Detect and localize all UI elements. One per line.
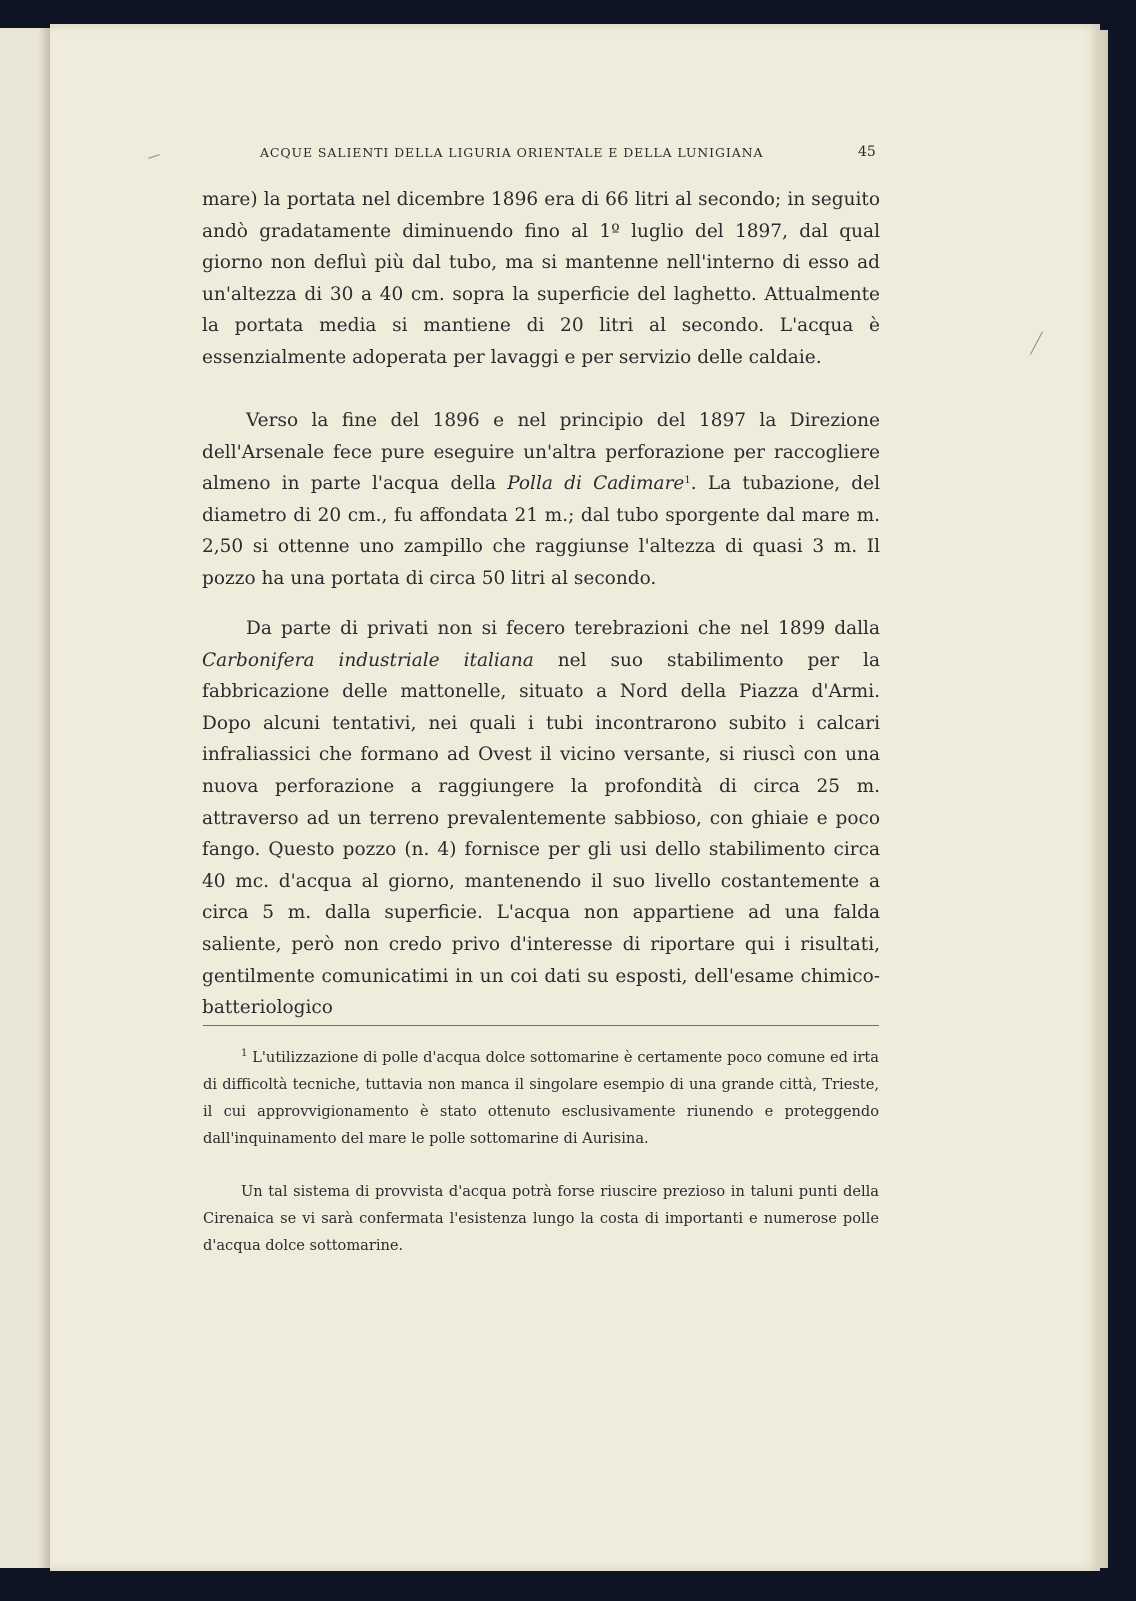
paragraph-3-italic-carbonifera: Carbonifera industriale italiana	[202, 649, 534, 671]
paragraph-3-text	[202, 613, 880, 1024]
footnote-1	[203, 1044, 879, 1152]
paragraph-2-part-b: . La tubazione, del diametro di 20 cm., fu affondata 21 m.; dal tubo sporgente dal mare m. 2,50 si ottenne uno zampillo che raggiunse l'altezza di quasi 3 m. Il pozzo ha una portata di circa 50 litri al secondo.	[202, 473, 880, 589]
paragraph-3-part-a: Da parte di privati non si fecero terebrazioni che nel 1899 dalla	[246, 618, 880, 639]
paragraph-3-part-b: nel suo stabilimento per la fabbricazione delle mattonelle, situato a Nord della Piazza d'Armi. Dopo alcuni tentativi, nei quali i tubi incontrarono subito i calcari infraliassici che formano ad Ovest il vicino versante, si riuscì con una nuova perforazione a raggiungere la profondità di circa 25 m. attraverso ad un terreno prevalentemente sabbioso, con ghiaie e poco fango. Questo pozzo (n. 4) fornisce per gli usi dello stabilimento circa 40 mc. d'acqua al giorno, mantenendo il suo livello costantemente a circa 5 m. dalla superficie. L'acqua non appartiene ad una falda saliente, però non credo privo d'interesse di riportare qui i risultati, gentilmente comunicatimi in un coi dati su esposti, dell'esame chimico-batteriologico	[202, 649, 880, 1019]
gutter-shadow	[38, 28, 50, 1568]
paragraph-2-italic-polla: Polla di Cadimare	[507, 473, 685, 495]
paragraph-3	[202, 613, 880, 1024]
paragraph-2-text	[202, 405, 880, 595]
paragraph-2-part-a: Verso la fine del 1896 e nel principio del 1897 la Direzione dell'Arsenale fece pure eseguire un'altra perforazione per raccogliere almeno in parte l'acqua della	[202, 410, 880, 495]
footnote-2-text: Un tal sistema di provvista d'acqua potrà forse riuscire prezioso in taluni punti della Cirenaica se vi sarà confermata l'esistenza lungo la costa di importanti e numerose polle d'acqua dolce sottomarine.	[203, 1183, 879, 1254]
paragraph-2	[202, 405, 880, 595]
footnote-1-text	[203, 1044, 879, 1152]
paragraph-1	[202, 184, 880, 374]
page-number: 45	[858, 144, 876, 160]
paragraph-1-text: mare) la portata nel dicembre 1896 era di 66 litri al secondo; in seguito andò gradatamente diminuendo fino al 1º luglio del 1897, dal qual giorno non defluì più dal tubo, ma si mantenne nell'interno di esso ad un'altezza di 30 a 40 cm. sopra la superficie del laghetto. Attualmente la portata media si mantiene di 20 litri al secondo. L'acqua è essenzialmente adoperata per lavaggi e per servizio delle caldaie.	[202, 189, 880, 368]
footnote-2	[203, 1178, 879, 1259]
footnote-marker: 1	[241, 1048, 248, 1059]
footnote-1-body: L'utilizzazione di polle d'acqua dolce sottomarine è certamente poco comune ed irta di difficoltà tecniche, tuttavia non manca il singolare esempio di una grande città, Trieste, il cui approvvigionamento è stato ottenuto esclusivamente riunendo e proteggendo dall'inquinamento del mare le polle sottomarine di Aurisina.	[203, 1049, 879, 1147]
footnote-divider	[203, 1025, 879, 1026]
footnote-reference: 1	[684, 475, 691, 487]
running-head: ACQUE SALIENTI DELLA LIGURIA ORIENTALE E DELLA LUNIGIANA	[260, 145, 764, 160]
